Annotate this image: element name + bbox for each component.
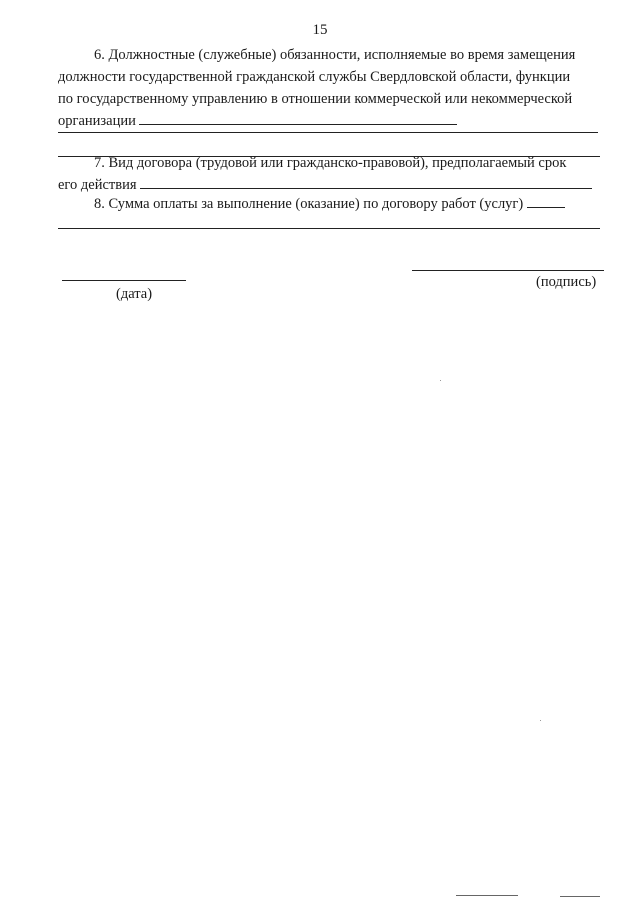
item-7-paragraph xyxy=(58,152,604,196)
item-7-line-1: 7. Вид договора (трудовой или гражданско-правовой), предполагаемый срок xyxy=(94,155,567,171)
item-8-text: 8. Сумма оплаты за выполнение (оказание) по договору работ (услуг) xyxy=(94,196,524,212)
item-6-line-2: должности государственной гражданской службы Свердловской области, функции xyxy=(58,69,571,85)
scan-artifact xyxy=(440,380,441,381)
signature-label: (подпись) xyxy=(536,274,597,290)
payment-fill-line[interactable] xyxy=(527,193,565,208)
signature-line[interactable] xyxy=(412,270,604,271)
date-label: (дата) xyxy=(116,286,153,302)
scan-artifact xyxy=(540,720,541,721)
bottom-scan-mark-2 xyxy=(560,896,600,897)
page-number: 15 xyxy=(312,22,328,38)
organization-fill-line[interactable] xyxy=(139,110,457,125)
item-6-paragraph xyxy=(58,44,604,132)
item-6-line-4 xyxy=(58,110,604,132)
blank-line-1[interactable] xyxy=(58,132,598,133)
contract-term-fill-line[interactable] xyxy=(140,174,592,189)
item-6-last-word: организации xyxy=(58,113,136,129)
item-8-paragraph xyxy=(58,193,604,215)
date-line[interactable] xyxy=(62,280,186,281)
item-6-line-1: 6. Должностные (служебные) обязанности, исполняемые во время замещения xyxy=(94,47,576,63)
item-7-last-words: его действия xyxy=(58,177,137,193)
blank-line-3[interactable] xyxy=(58,228,600,229)
item-6-line-3: по государственному управлению в отношении коммерческой или некоммерческой xyxy=(58,91,573,107)
item-8-line xyxy=(58,193,604,215)
bottom-scan-mark-1 xyxy=(456,895,518,896)
